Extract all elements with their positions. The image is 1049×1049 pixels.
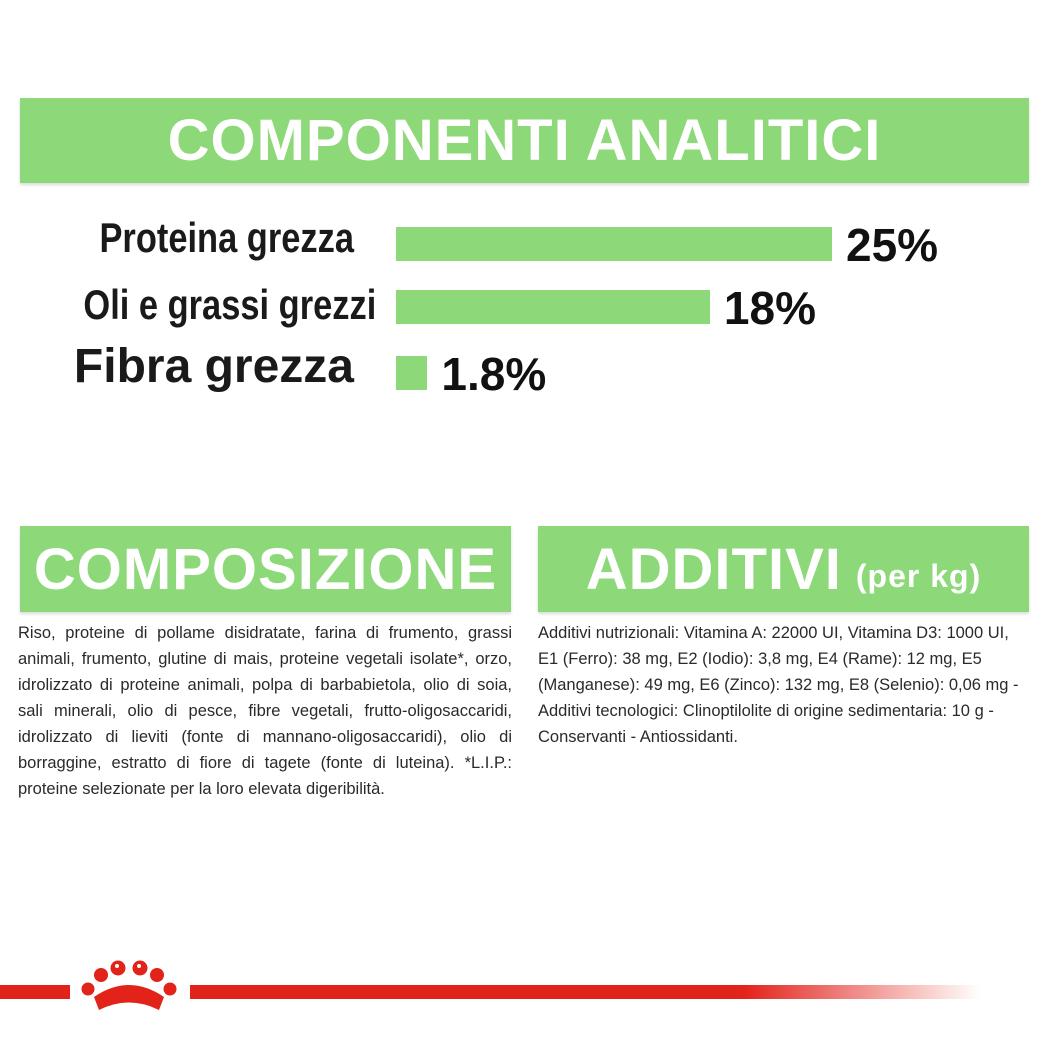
additivi-unit: (per kg) bbox=[855, 557, 982, 594]
bar-value-proteina: 25% bbox=[846, 219, 939, 271]
additivi-banner bbox=[538, 526, 1029, 612]
bar-proteina bbox=[396, 227, 832, 261]
royal-crown-logo-icon bbox=[72, 955, 186, 1021]
bar-oli bbox=[396, 290, 710, 324]
composizione-text: Riso, proteine di pollame disidratate, farina di frumento, grassi animali, frumento, glutine di mais, proteine vegetali isolate*, orzo, idrolizzato di proteine animali, polpa di barbabietola, olio di soia, sali minerali, olio di pesce, fibre vegetali, frutto-oligosaccaridi, idrolizzato di lieviti (fonte di mannano-oligosaccaridi), olio di borraggine, estratto di fiore di tagete (fonte di luteina). *L.I.P.: proteine selezionate per la loro elevata digeribilità. bbox=[18, 624, 512, 798]
row-label-oli: Oli e grassi grezzi bbox=[83, 281, 377, 328]
footer-red-line-left bbox=[0, 985, 70, 999]
composizione-title: COMPOSIZIONE bbox=[33, 536, 498, 602]
row-bar-area-oli bbox=[396, 282, 956, 334]
footer-red-line-right bbox=[190, 985, 980, 999]
row-label-fibra: Fibra grezza bbox=[73, 340, 354, 393]
composizione-banner bbox=[20, 526, 511, 612]
analitici-banner bbox=[20, 98, 1029, 183]
bar-value-oli: 18% bbox=[723, 282, 816, 334]
row-bar-area-proteina bbox=[396, 219, 956, 271]
bar-fibra bbox=[396, 356, 427, 390]
row-bar-area-fibra bbox=[396, 348, 956, 400]
additivi-title: ADDITIVI bbox=[585, 536, 842, 602]
additivi-text: Additivi nutrizionali: Vitamina A: 22000 UI, Vitamina D3: 1000 UI, E1 (Ferro): 38 mg, E2 (Iodio): 3,8 mg, E4 (Rame): 12 mg, E5 (Manganese): 49 mg, E6 (Zinco): 132 mg, E8 (Selenio): 0,06 mg - Additivi tecnologici: Clinoptilolite di origine sedimentaria: 10 g - Conservanti - Antiossidanti. bbox=[538, 624, 1019, 746]
row-label-proteina: Proteina grezza bbox=[99, 214, 354, 261]
analitici-title: COMPONENTI ANALITICI bbox=[167, 108, 882, 173]
bar-value-fibra: 1.8% bbox=[441, 348, 547, 400]
